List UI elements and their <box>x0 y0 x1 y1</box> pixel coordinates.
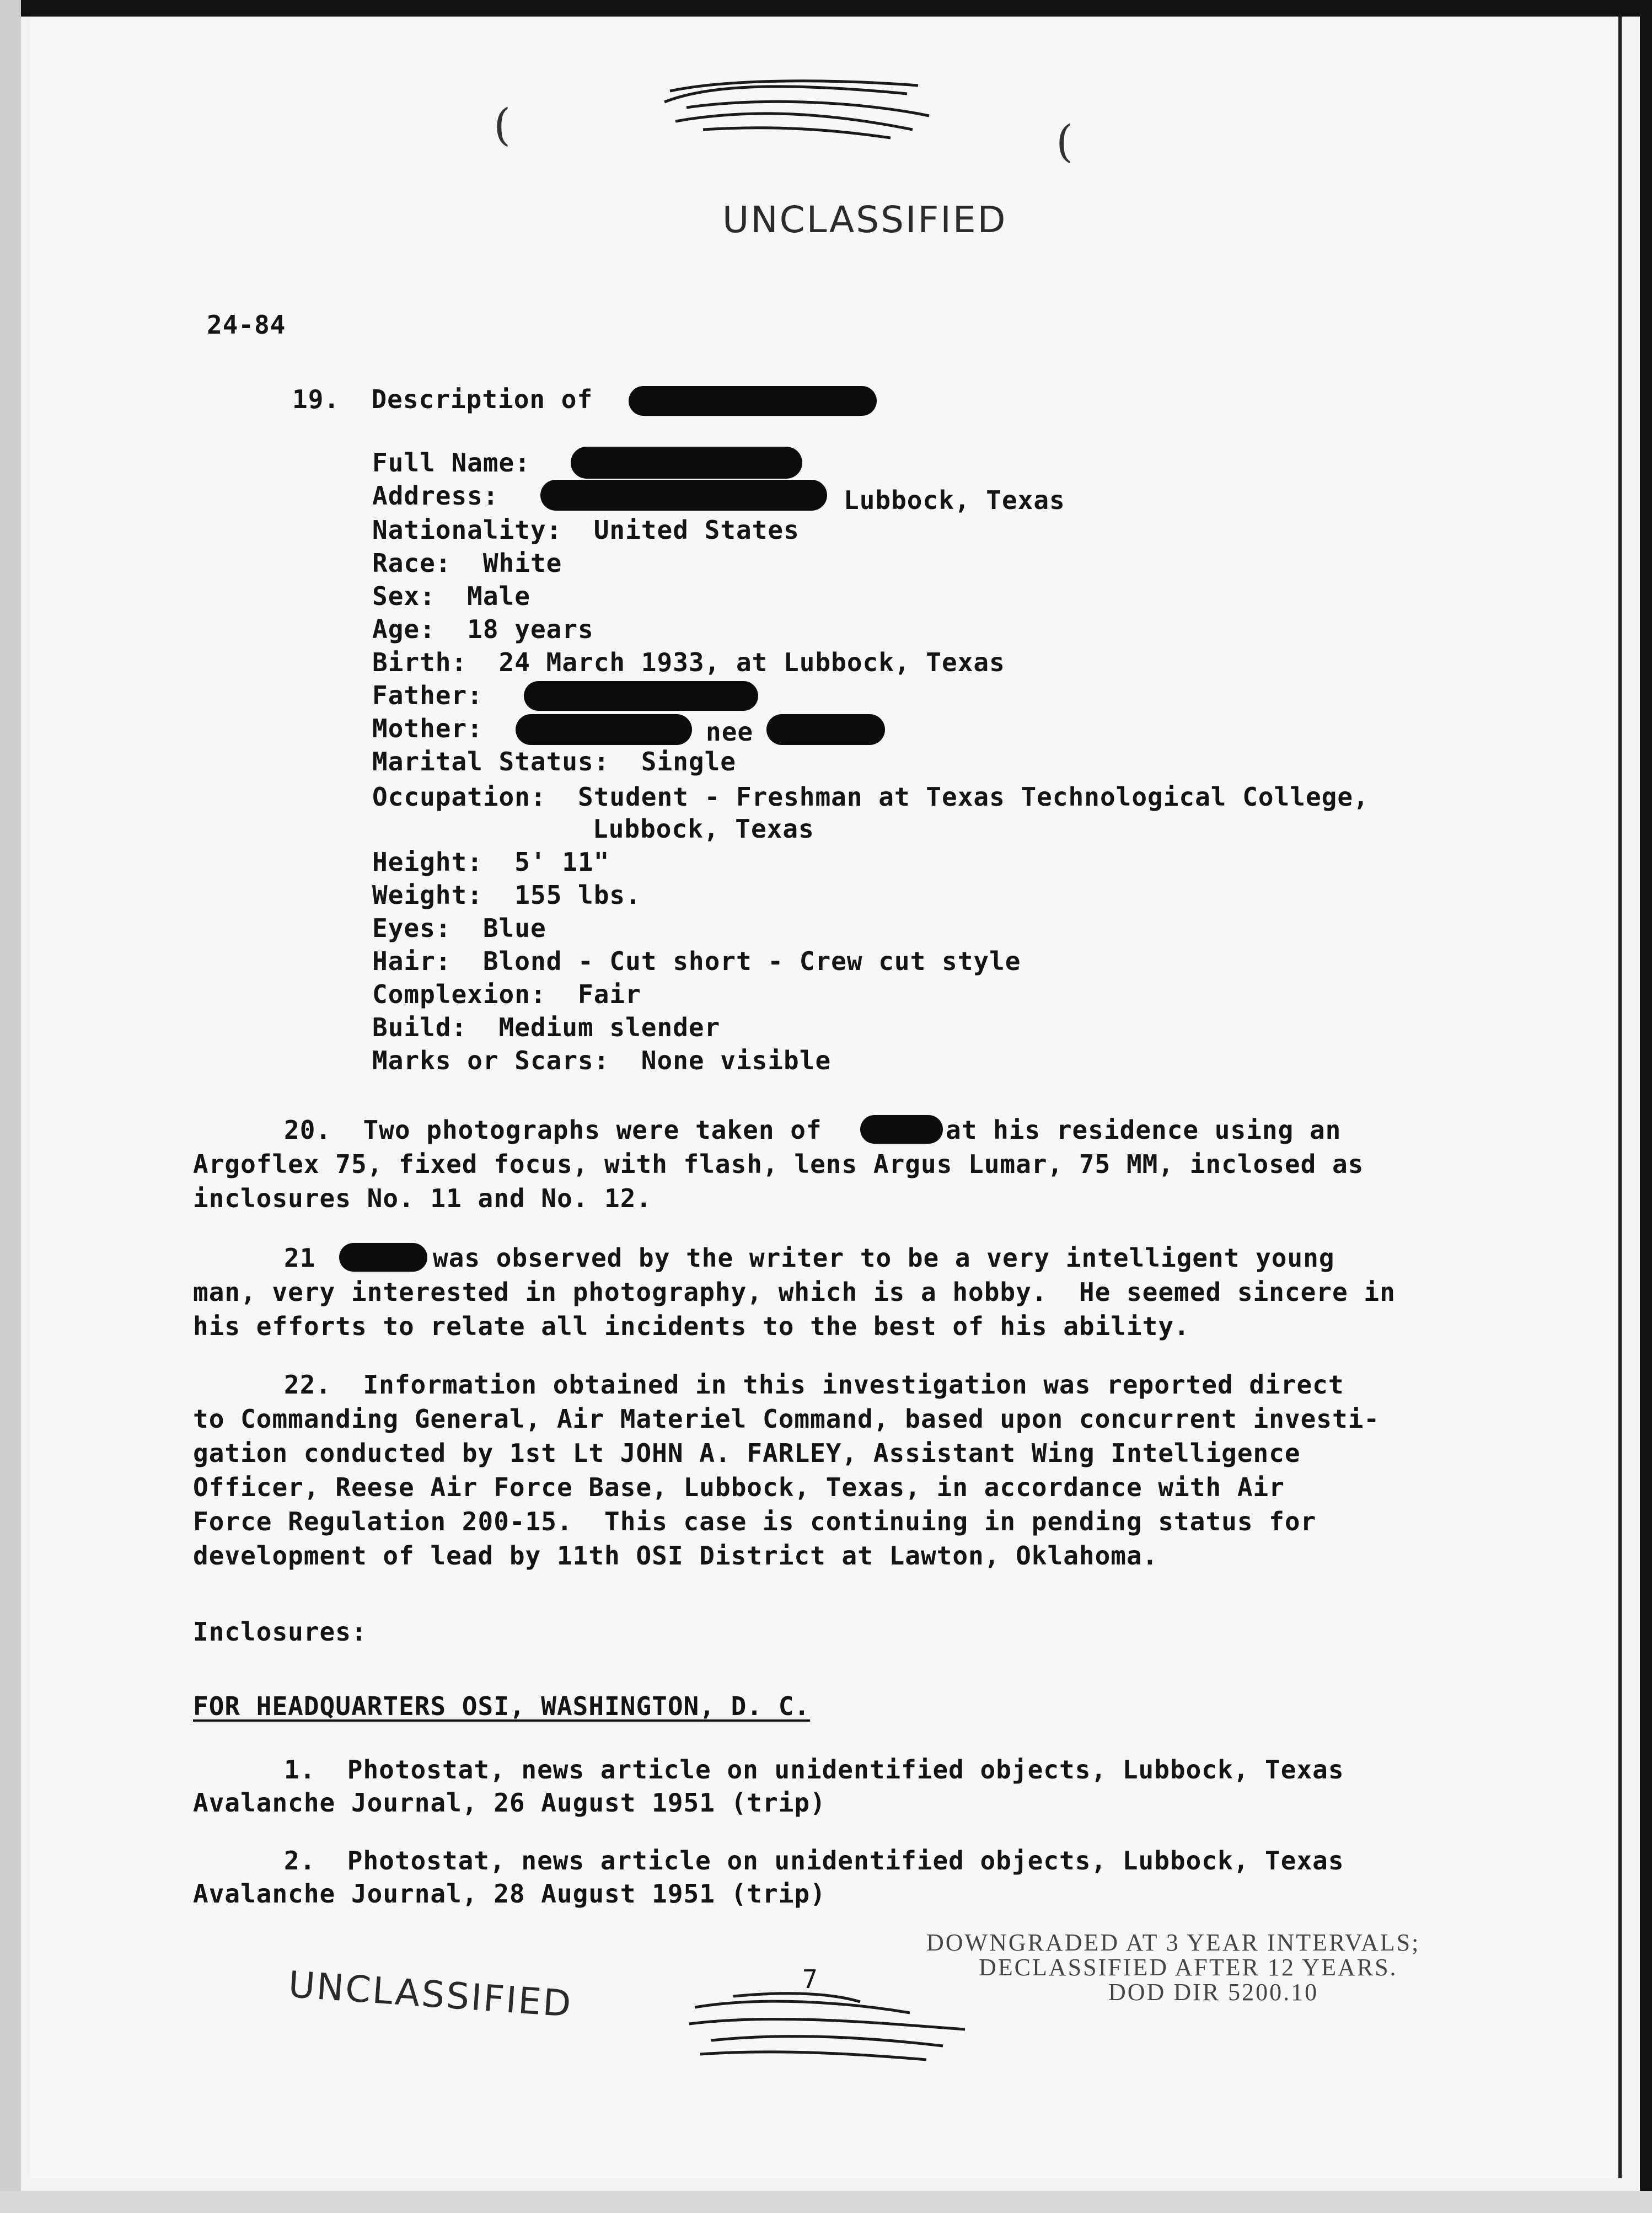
field-full-name: Full Name: <box>372 448 530 478</box>
classification-stamp-bottom: UNCLASSIFIED <box>287 1963 574 2026</box>
field-race: Race: White <box>372 548 562 578</box>
field-eyes: Eyes: Blue <box>372 913 546 943</box>
inclosure-2-line2: Avalanche Journal, 28 August 1951 (trip) <box>193 1879 826 1909</box>
para-22-line1: 22. Information obtained in this investigation was reported direct <box>284 1370 1344 1400</box>
redaction-bar <box>524 681 758 711</box>
top-scribble-mark <box>653 69 940 146</box>
redaction-bar <box>339 1243 427 1272</box>
downgrade-line2: DECLASSIFIED AFTER 12 YEARS. <box>979 1954 1398 1981</box>
para-20-line1-cont: at his residence using an <box>946 1115 1342 1145</box>
redaction-bar <box>766 714 885 745</box>
redaction-bar <box>516 714 692 745</box>
paren-right: ( <box>1056 116 1074 167</box>
inclosure-1-line1: 1. Photostat, news article on unidentified objects, Lubbock, Texas <box>284 1755 1344 1785</box>
para-21-line1: was observed by the writer to be a very intelligent young <box>433 1243 1335 1273</box>
para-20-line1: 20. Two photographs were taken of <box>284 1115 822 1145</box>
inclosure-2-line1: 2. Photostat, news article on unidentified objects, Lubbock, Texas <box>284 1846 1344 1876</box>
field-occupation-line2: Lubbock, Texas <box>593 814 814 844</box>
para-21-line3: his efforts to relate all incidents to the best of his ability. <box>193 1311 1190 1341</box>
scan-border-bottom <box>0 2191 1652 2213</box>
redaction-bar <box>860 1115 943 1144</box>
field-address: Address: <box>372 481 499 511</box>
section-19-heading: 19. Description of <box>292 384 593 414</box>
inclosure-1-line2: Avalanche Journal, 26 August 1951 (trip) <box>193 1788 826 1818</box>
field-age: Age: 18 years <box>372 614 594 644</box>
field-father: Father: <box>372 680 483 710</box>
redaction-bar <box>540 480 827 511</box>
paren-left: ( <box>494 99 511 151</box>
bottom-scribble-mark <box>678 1985 976 2068</box>
para-21-number: 21 <box>284 1243 316 1273</box>
para-21-line2: man, very interested in photography, which is a hobby. He seemed sincere in <box>193 1277 1396 1307</box>
redaction-bar <box>629 386 877 416</box>
field-marital-status: Marital Status: Single <box>372 747 736 776</box>
page-number: 7 <box>802 1964 818 1994</box>
scan-border-left <box>0 0 21 2213</box>
scan-border-right <box>1640 0 1652 2213</box>
downgrade-line1: DOWNGRADED AT 3 YEAR INTERVALS; <box>926 1929 1420 1956</box>
field-weight: Weight: 155 lbs. <box>372 880 641 910</box>
field-height: Height: 5' 11" <box>372 847 610 877</box>
file-number: 24-84 <box>207 310 286 340</box>
classification-stamp-top: UNCLASSIFIED <box>722 199 1007 241</box>
field-mother: Mother: <box>372 714 483 743</box>
field-birth: Birth: 24 March 1933, at Lubbock, Texas <box>372 647 1005 677</box>
redaction-bar <box>571 447 802 479</box>
paper-sheet <box>30 17 1622 2178</box>
field-build: Build: Medium slender <box>372 1012 721 1042</box>
para-22-line2: to Commanding General, Air Materiel Command, based upon concurrent investi- <box>193 1404 1380 1434</box>
field-nationality: Nationality: United States <box>372 515 800 545</box>
field-marks: Marks or Scars: None visible <box>372 1046 832 1075</box>
para-22-line6: development of lead by 11th OSI District at Lawton, Oklahoma. <box>193 1541 1158 1571</box>
field-complexion: Complexion: Fair <box>372 979 641 1009</box>
para-20-line3: inclosures No. 11 and No. 12. <box>193 1183 652 1213</box>
scan-border-top <box>0 0 1652 17</box>
field-mother-nee: nee <box>706 717 754 747</box>
field-occupation-line1: Occupation: Student - Freshman at Texas Technological College, <box>372 782 1369 812</box>
field-hair: Hair: Blond - Cut short - Crew cut style <box>372 946 1021 976</box>
inclosures-heading: Inclosures: <box>193 1617 367 1647</box>
para-22-line5: Force Regulation 200-15. This case is continuing in pending status for <box>193 1507 1317 1536</box>
para-22-line4: Officer, Reese Air Force Base, Lubbock, Texas, in accordance with Air <box>193 1472 1285 1502</box>
para-22-line3: gation conducted by 1st Lt JOHN A. FARLEY, Assistant Wing Intelligence <box>193 1438 1301 1468</box>
hq-heading: FOR HEADQUARTERS OSI, WASHINGTON, D. C. <box>193 1691 811 1721</box>
field-address-value: Lubbock, Texas <box>844 485 1065 515</box>
downgrade-line3: DOD DIR 5200.10 <box>1108 1979 1319 2006</box>
para-20-line2: Argoflex 75, fixed focus, with flash, lens Argus Lumar, 75 MM, inclosed as <box>193 1149 1364 1179</box>
field-sex: Sex: Male <box>372 581 530 611</box>
